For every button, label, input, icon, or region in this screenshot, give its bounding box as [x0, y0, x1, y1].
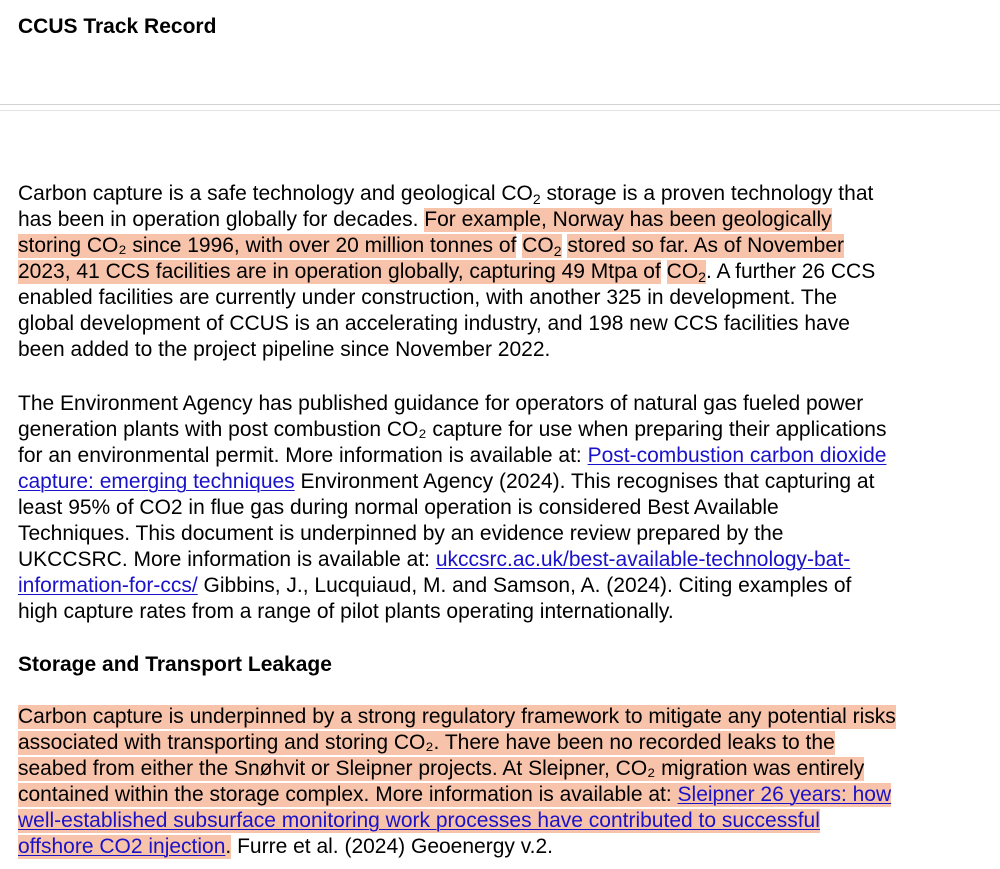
text-line	[18, 469, 982, 495]
text-line: Techniques. This document is underpinned by an evidence review prepared by the	[18, 522, 784, 545]
highlighted-text	[18, 783, 891, 807]
text-run: Environment Agency (2024). This recognises that capturing at	[294, 470, 875, 493]
text-line	[18, 181, 982, 207]
subscript: 2	[698, 269, 706, 285]
sleipner-geoenergy-link[interactable]: Sleipner 26 years: how	[677, 783, 892, 806]
text-line: The Environment Agency has published guidance for operators of natural gas fueled power	[18, 392, 864, 415]
text-line	[18, 207, 982, 233]
text-line	[18, 756, 982, 782]
ukccsrc-bat-link[interactable]: information-for-ccs/	[18, 574, 198, 597]
paragraph-environment-agency-guidance	[18, 391, 982, 625]
post-combustion-guidance-link[interactable]: Post-combustion carbon dioxide	[587, 444, 887, 467]
text-run: Gibbins, J., Lucquiaud, M. and Samson, A. (2024). Citing examples of	[197, 574, 852, 597]
highlighted-text: storing CO₂ since 1996, with over 20 million tonnes of	[18, 234, 517, 257]
text-line: least 95% of CO2 in flue gas during normal operation is considered Best Available	[18, 496, 779, 519]
text-run: . A further 26 CCS	[705, 260, 876, 283]
paragraph-ccus-track-record	[18, 181, 982, 363]
text-line	[18, 834, 982, 860]
page-top-area	[0, 0, 1000, 104]
ukccsrc-bat-link[interactable]: ukccsrc.ac.uk/best-available-technology-bat-	[435, 548, 851, 571]
subscript: 2	[553, 243, 562, 259]
section-heading-storage-transport-leakage: Storage and Transport Leakage	[18, 653, 332, 676]
text-line: high capture rates from a range of pilot plants operating internationally.	[18, 600, 674, 623]
post-combustion-guidance-link[interactable]: capture: emerging techniques	[18, 470, 295, 493]
highlighted-text: seabed from either the Snøhvit or Sleipner projects. At Sleipner, CO₂ migration was entirely	[18, 757, 865, 780]
text-line	[18, 730, 982, 756]
highlighted-text	[18, 835, 231, 859]
text-run: for an environmental permit. More information is available at:	[18, 444, 588, 467]
highlighted-text: Carbon capture is underpinned by a strong regulatory framework to mitigate any potential risks	[18, 705, 896, 728]
text-run: CO	[522, 234, 554, 257]
text-run: storage is a proven technology that	[540, 182, 874, 205]
highlighted-text	[18, 809, 820, 833]
text-run: contained within the storage complex. More information is available at:	[18, 783, 678, 806]
text-line: generation plants with post combustion CO₂ capture for use when preparing their applications	[18, 418, 887, 441]
text-line	[18, 782, 982, 808]
highlighted-text: stored so far. As of November	[567, 234, 845, 257]
text-line: enabled facilities are currently under construction, with another 325 in development. The	[18, 286, 838, 309]
highlighted-text	[522, 234, 561, 258]
sleipner-geoenergy-link[interactable]: offshore CO2 injection	[18, 835, 226, 858]
page-break-divider-shadow	[0, 110, 1000, 111]
text-line	[18, 259, 982, 285]
text-line	[18, 704, 982, 730]
subscript: 2	[532, 191, 541, 207]
text-run: has been in operation globally for decades.	[18, 208, 425, 231]
sleipner-geoenergy-link[interactable]: well-established subsurface monitoring work processes have contributed to successful	[18, 809, 820, 832]
text-line	[18, 233, 982, 259]
text-line	[18, 443, 982, 469]
highlighted-text: For example, Norway has been geologically	[424, 208, 832, 231]
highlighted-text: 2023, 41 CCS facilities are in operation globally, capturing 49 Mtpa of	[18, 260, 661, 283]
text-line: global development of CCUS is an accelerating industry, and 198 new CCS facilities have	[18, 312, 850, 335]
page-break-divider	[0, 104, 1000, 105]
text-line	[18, 808, 982, 834]
text-line: been added to the project pipeline since November 2022.	[18, 338, 551, 361]
section-heading-ccus-track-record: CCUS Track Record	[18, 15, 217, 38]
text-run: .	[225, 835, 232, 858]
text-line	[18, 547, 982, 573]
text-line	[18, 573, 982, 599]
text-run: CO	[666, 260, 699, 283]
text-run: Furre et al. (2024) Geoenergy v.2.	[231, 835, 554, 858]
paragraph-storage-leakage	[18, 704, 982, 860]
text-run: UKCCSRC. More information is available at:	[18, 548, 436, 571]
highlighted-text: associated with transporting and storing CO₂. There have been no recorded leaks to the	[18, 731, 835, 754]
highlighted-text	[667, 260, 706, 284]
text-run: Carbon capture is a safe technology and geological CO	[18, 182, 533, 205]
